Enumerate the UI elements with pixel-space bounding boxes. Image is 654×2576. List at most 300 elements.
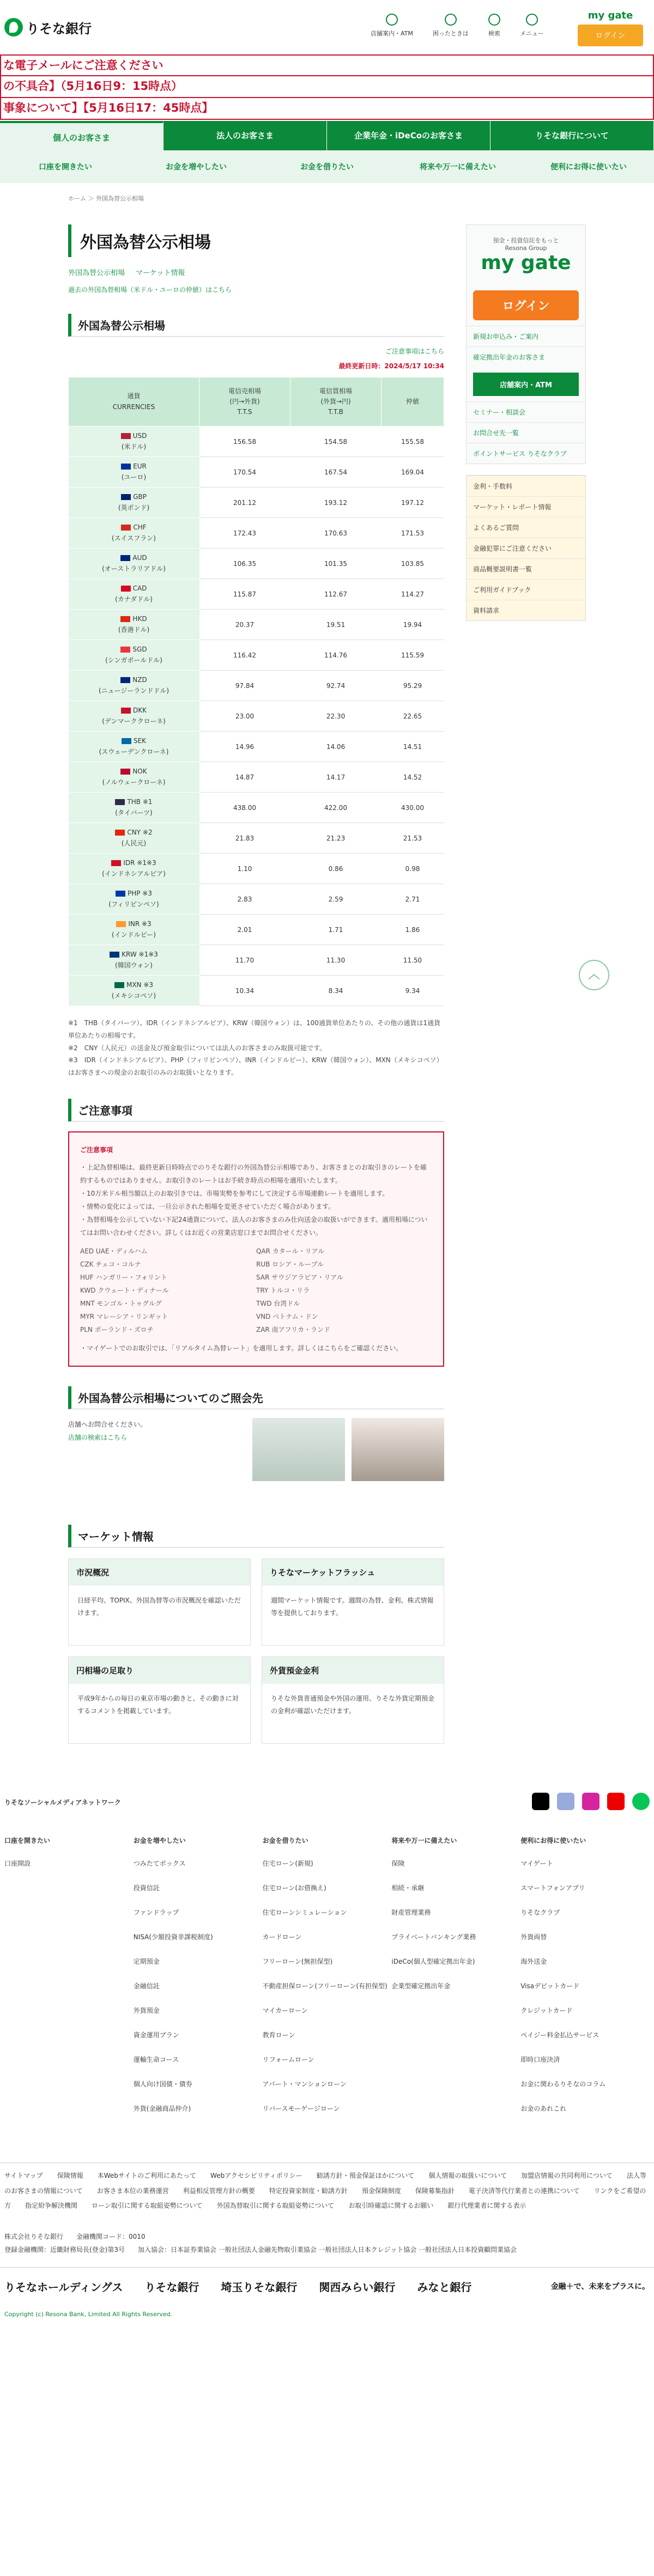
footer-link[interactable]: 保険 [391, 1859, 405, 1867]
side-list [466, 475, 586, 621]
inquiry-text-block [68, 1418, 246, 1444]
rate-row [69, 823, 444, 854]
inquiry-text: 店舗へお問合せください。 [68, 1420, 147, 1428]
header-mid: 仲値 [382, 377, 444, 427]
flag-icon [115, 830, 125, 836]
flag-icon [120, 677, 130, 683]
footer-link[interactable]: ペイジー料金払込サービス [520, 2031, 600, 2039]
rate-row [69, 640, 444, 671]
side-link-resona-club[interactable]: ポイントサービス りそなクラブ [467, 443, 585, 464]
notice-banner-2[interactable]: の不具合】（5月16日9：15時点） [0, 76, 654, 98]
logo-text: りそな銀行 [26, 21, 92, 36]
unlisted-currency: TRY トルコ・リラ [256, 1286, 310, 1294]
caution-link[interactable]: ご注意事項はこちら [385, 348, 444, 355]
footer-column-head[interactable]: 将来や万一に備えたい [391, 1836, 457, 1844]
currency-cell: HKD (香港ドル) [69, 610, 199, 640]
footer-bar-link[interactable]: 特定投資家制度・勧誘方針 [269, 2187, 348, 2195]
header-nav-menu[interactable]: メニュー [520, 14, 544, 38]
mid-cell: 0.98 [382, 854, 444, 884]
footer-columns [0, 1812, 654, 2130]
sidebar [466, 214, 586, 1744]
currency-cell: CNY ※2 (人民元) [69, 823, 199, 854]
footer-link[interactable]: 住宅ローン(お借換え) [262, 1884, 326, 1892]
corp-info [0, 2219, 654, 2267]
mid-cell: 9.34 [382, 976, 444, 1006]
rate-row [69, 610, 444, 640]
header-tts: 電信売相場 (円→外貨) T.T.S [199, 377, 290, 427]
section-title-caution: ご注意事項 [68, 1099, 444, 1122]
currency-cell: IDR ※1※3 (インドネシアルピア) [69, 854, 199, 884]
currency-cell: SEK (スウェーデンクローネ) [69, 732, 199, 762]
unlisted-currency: QAR カタール・リアル [256, 1247, 325, 1255]
mid-cell: 430.00 [382, 793, 444, 823]
mygate-header [578, 10, 643, 46]
flag-icon [121, 464, 131, 470]
tts-cell: 1.10 [199, 854, 290, 884]
side-link-dc-pension[interactable]: 確定拠出年金のお客さま [467, 346, 585, 367]
side-link-product-docs[interactable]: 商品概要説明書一覧 [467, 558, 585, 579]
footer-link[interactable]: 不動産担保ローン(フリーローン(有担保型) [262, 1982, 387, 1990]
footer-bar-link[interactable]: サイトマップ [4, 2171, 43, 2179]
footer-column-head[interactable]: お金を借りたい [262, 1836, 308, 1844]
content-wrap [0, 214, 654, 1744]
flag-icon [121, 433, 131, 439]
footer-link[interactable]: 金融信託 [133, 1982, 160, 1990]
footer-link[interactable]: つみたてボックス [133, 1859, 186, 1867]
subnav-invest[interactable]: お金を増やしたい [166, 163, 227, 172]
flag-icon [120, 616, 130, 622]
footer-column-head[interactable]: お金を増やしたい [133, 1836, 186, 1844]
rate-row [69, 854, 444, 884]
footer-link[interactable]: 外貨(金融商品仲介) [133, 2104, 191, 2112]
footer-column [4, 1837, 134, 2130]
subnav-borrow[interactable]: お金を借りたい [300, 163, 354, 172]
footer-column-head[interactable]: 口座を開きたい [4, 1836, 51, 1844]
unlisted-currency: VND ベトナム・ドン [256, 1312, 318, 1320]
footer-link[interactable]: アパート・マンションローン [262, 2080, 347, 2088]
flag-icon [121, 494, 131, 500]
ttb-cell: 11.30 [290, 945, 382, 976]
footer-bar-link[interactable]: Webアクセシビリティポリシー [210, 2171, 302, 2179]
x-icon[interactable] [532, 1793, 549, 1810]
footer-bar-link[interactable]: 電子決済等代行業者との連携について [468, 2187, 580, 2195]
ttb-cell: 2.59 [290, 884, 382, 915]
footer-link[interactable]: 相続・承継 [391, 1884, 425, 1892]
tts-cell: 10.34 [199, 976, 290, 1006]
footer-link[interactable]: 資金運用プラン [133, 2031, 179, 2039]
tts-cell: 97.84 [199, 671, 290, 701]
ttb-cell: 112.67 [290, 579, 382, 610]
flag-icon [120, 555, 130, 561]
notice-banner-3[interactable]: 事象について】【5月16日17：45時点】 [0, 98, 654, 120]
ttb-cell: 170.63 [290, 518, 382, 549]
caution-item-3: ・情勢の変化によっては、一旦公示された相場を変更させていただく場合があります。 [80, 1202, 335, 1210]
side-branch-atm-button[interactable]: 店舗案内・ATM [473, 373, 579, 396]
map-pin-icon [386, 14, 398, 26]
side-link-fraud[interactable]: 金融犯罪にご注意ください [467, 538, 585, 558]
mygate-logo: my gate [588, 10, 633, 21]
caution-item-4: ・為替相場を公示していない下記24通貨について、法人のお客さまのみ仕向送金の取扱いができます。適用相場についてはお問い合わせください。詳しくはお近くの営業店窓口までお問合せください。 [80, 1215, 428, 1237]
tts-cell: 14.96 [199, 732, 290, 762]
footer-bar-link[interactable]: 外国為替取引に関する取組姿勢について [216, 2202, 335, 2210]
mid-cell: 95.29 [382, 671, 444, 701]
footer-bar-link[interactable]: 法人等のお客さまの情報について [4, 2171, 646, 2195]
group-brands [0, 2267, 654, 2305]
footer-bar-link[interactable]: 本Webサイトのご利用にあたって [97, 2171, 197, 2179]
footer-column [391, 1837, 520, 2130]
rate-row [69, 549, 444, 579]
rate-row [69, 793, 444, 823]
currency-cell: EUR (ユーロ) [69, 457, 199, 488]
mid-cell: 155.58 [382, 427, 444, 457]
section-title-market: マーケット情報 [68, 1525, 444, 1548]
currency-cell: MXN ※3 (メキシコペソ) [69, 976, 199, 1006]
side-link-contact[interactable]: お問合せ先一覧 [467, 422, 585, 443]
brand-resona[interactable]: りそな銀行 [144, 2280, 199, 2294]
fb-icon[interactable] [557, 1793, 574, 1810]
flag-icon [111, 860, 121, 866]
footer-link[interactable]: マイゲート [520, 1859, 553, 1867]
footer-link[interactable]: プライベートバンキング業務 [391, 1933, 476, 1941]
footer-bar-link[interactable]: 指定紛争解決機関 [25, 2202, 78, 2210]
note-3: ※3 IDR（インドネシアルピア）、PHP（フィリピンペソ）、INR（インドルピー）、KRW（韓国ウォン）、MXN（メキシコペソ）はお客さまへの現金のお取引のみのお取扱いとなります。 [68, 1056, 443, 1077]
tts-cell: 2.01 [199, 915, 290, 945]
footer-link[interactable]: 口座開設 [4, 1859, 31, 1867]
currency-cell: NOK (ノルウェークローネ) [69, 762, 199, 793]
section-title-inquiry: 外国為替公示相場についてのご照会先 [68, 1386, 444, 1409]
rate-row [69, 945, 444, 976]
footer-link[interactable]: お金に関わるりそなのコラム [520, 2080, 606, 2088]
footer-link[interactable]: 投資信託 [133, 1884, 160, 1892]
rate-row [69, 915, 444, 945]
unlisted-currency: TWD 台湾ドル [256, 1299, 300, 1307]
social-bar [0, 1793, 654, 1812]
mygate-box [466, 224, 586, 464]
rate-row [69, 884, 444, 915]
currency-cell: SGD (シンガポールドル) [69, 640, 199, 671]
footer-link[interactable]: リバースモーゲージローン [262, 2104, 340, 2112]
footer-link[interactable]: 住宅ローン(新規) [262, 1859, 313, 1867]
brand-kansai[interactable]: 関西みらい銀行 [319, 2280, 396, 2294]
header-nav [371, 14, 544, 38]
unlisted-currency-list [80, 1245, 432, 1336]
card-yen-history[interactable]: 円相場の足取り 平成9年からの毎日の東京市場の動きと、その動きに対するコメントを掲載しています。 [68, 1657, 251, 1744]
footer-bar-link[interactable]: 加盟店情報の共同利用について [521, 2171, 613, 2179]
section-title-rates: 外国為替公示相場 [68, 314, 444, 337]
unlisted-currency: KWD クウェート・ディナール [80, 1286, 169, 1294]
footer-link[interactable]: カードローン [262, 1933, 302, 1941]
menu-icon [526, 14, 538, 26]
side-link-faq[interactable]: よくあるご質問 [467, 517, 585, 538]
branch-photo-1 [252, 1418, 345, 1481]
mygate-caption: 預金・投資信託をもっと Resona Group [493, 237, 559, 252]
mid-cell: 1.86 [382, 915, 444, 945]
flag-icon [116, 921, 126, 927]
footer-bar-link[interactable]: 個人情報の取扱いについて [428, 2171, 507, 2179]
footer-column [263, 1837, 392, 2130]
link-fx-rates[interactable]: 外国為替公示相場 [68, 269, 125, 277]
footer-link[interactable]: リフォームローン [262, 2055, 314, 2063]
breadcrumb[interactable]: ホーム ＞ 外国為替公示相場 [68, 195, 144, 202]
caution-item-2: ・10万米ドル相当額以上のお取引きでは、市場実勢を参考にして決定する市場連動レートを適用します。 [80, 1189, 389, 1197]
footer-link[interactable]: フリーローン(無担保型) [262, 1957, 333, 1965]
footer-bar-link[interactable]: リンクをご希望の方 [4, 2187, 646, 2210]
last-updated: 最終更新日時：2024/5/17 10:34 [338, 362, 444, 370]
ttb-cell: 14.17 [290, 762, 382, 793]
caution-head: ご注意事項 [80, 1146, 113, 1154]
rates-table [68, 377, 444, 1006]
currency-cell: INR ※3 (インドルピー) [69, 915, 199, 945]
tts-cell: 11.70 [199, 945, 290, 976]
footer-bar-link[interactable]: 銀行代理業者に関する表示 [447, 2202, 526, 2210]
footer-column [520, 1837, 650, 2130]
side-link-fees[interactable]: 金利・手数料 [467, 476, 585, 496]
note-1: ※1 THB（タイバーツ）、IDR（インドネシアルピア）、KRW（韓国ウォン）は、100通貨単位あたりの、その他の通貨は1通貨単位あたりの相場です。 [68, 1019, 441, 1039]
header-currency: 通貨 CURRENCIES [69, 377, 199, 427]
tts-cell: 201.12 [199, 488, 290, 518]
instagram-icon[interactable] [582, 1793, 600, 1810]
sidebar-login-button[interactable]: ログイン [473, 290, 579, 320]
rate-row [69, 762, 444, 793]
mid-cell: 19.94 [382, 610, 444, 640]
unlisted-currency: RUB ロシア・ルーブル [256, 1260, 324, 1268]
brand-holdings[interactable]: りそなホールディングス [4, 2280, 123, 2294]
footer-link[interactable]: クレジットカード [520, 2006, 573, 2014]
footer-link[interactable]: 即時口座決済 [520, 2055, 560, 2063]
ttb-cell: 22.30 [290, 701, 382, 732]
ttb-cell: 101.35 [290, 549, 382, 579]
header-ttb: 電信買相場 (外貨→円) T.T.B [290, 377, 382, 427]
corp-registration: 登録金融機関：近畿財務局長(登金)第3号 加入協会：日本証券業協会 一般社団法人金融先物取引業協会 一般社団法人日本クレジット協会 一般社団法人日本投資顧問業協会 [4, 2245, 517, 2254]
rate-row [69, 518, 444, 549]
mid-cell: 14.52 [382, 762, 444, 793]
logo[interactable] [4, 18, 92, 37]
tts-cell: 2.83 [199, 884, 290, 915]
footer-link[interactable]: スマートフォンアプリ [520, 1884, 585, 1892]
footer-link[interactable]: お金のあれこれ [520, 2104, 567, 2112]
caution-item-last[interactable]: ・マイゲートでのお取引では、「リアルタイム為替レート」を適用します。詳しくはこちらをご確認ください。 [80, 1344, 403, 1352]
tab-about[interactable]: りそな銀行について [491, 121, 654, 150]
market-cards [68, 1558, 444, 1744]
footer-link[interactable]: 企業型確定拠出年金 [391, 1982, 451, 1990]
footer-link[interactable]: 教育ローン [262, 2031, 295, 2039]
rate-notes [68, 1017, 444, 1079]
footer-bar-link[interactable]: 預金保険制度 [361, 2187, 401, 2195]
footer-link[interactable]: りそなクラブ [520, 1908, 560, 1916]
note-2: ※2 CNY（人民元）の送金及び預金取引については法人のお客さまのみ取扱可能です。 [68, 1044, 326, 1052]
flag-icon [122, 738, 131, 744]
search-icon [488, 14, 500, 26]
unlisted-currency: CZK チェコ・コルナ [80, 1260, 141, 1268]
card-market-overview[interactable]: 市況概況 日経平均、TOPIX、外国為替等の市況概況を確認いただけます。 [68, 1558, 251, 1646]
flag-icon [114, 982, 124, 988]
card-fx-deposit-rate[interactable]: 外貨預金金利 りそな外貨普通預金や外国の運用、りそな外貨定期預金の金利が確認いただけます。 [262, 1657, 444, 1744]
copyright: Copyright (c) Resona Bank, Limited All Rights Reserved. [4, 2310, 173, 2318]
footer-bar-link[interactable]: 利益相反管理方針の概要 [183, 2187, 255, 2195]
flag-icon [121, 586, 131, 592]
side-link-seminar[interactable]: セミナー・相談会 [467, 401, 585, 422]
flag-icon [110, 952, 119, 958]
footer-link[interactable]: 個人向け国債・債券 [133, 2080, 192, 2088]
caution-item-1: ・上記為替相場は、最終更新日時時点でのりそな銀行の外国為替公示相場であり、お客さまとのお取引きのレートを確約するものではありません。お取引きのレートはお手続き時点の相場を適用いたします。 [80, 1163, 427, 1184]
footer-link[interactable]: 外貨両替 [520, 1933, 547, 1941]
mid-cell: 171.53 [382, 518, 444, 549]
unlisted-currency: AED UAE・ディルハム [80, 1247, 148, 1255]
tts-cell: 115.87 [199, 579, 290, 610]
help-icon [445, 14, 457, 26]
side-link-new-apply[interactable]: 新規お申込み・ご案内 [467, 326, 585, 346]
mid-cell: 2.71 [382, 884, 444, 915]
footer-bar-link[interactable]: 勧誘方針・預金保証ほかについて [316, 2171, 415, 2179]
currency-cell: USD (米ドル) [69, 427, 199, 457]
flag-icon [115, 799, 125, 805]
side-link-guidebook[interactable]: ご利用ガイドブック [467, 579, 585, 600]
footer-column-head[interactable]: 便利にお得に使いたい [520, 1836, 586, 1844]
subnav-open-account[interactable]: 口座を開きたい [39, 163, 92, 172]
rate-row [69, 488, 444, 518]
flag-icon [120, 647, 130, 653]
footer-bar-link[interactable]: 保険情報 [57, 2171, 83, 2179]
unlisted-currency: HUF ハンガリー・フォリント [80, 1273, 167, 1281]
tts-cell: 21.83 [199, 823, 290, 854]
side-link-brochure[interactable]: 資料請求 [467, 600, 585, 620]
ttb-cell: 193.12 [290, 488, 382, 518]
social-icons [524, 1793, 650, 1812]
flag-icon [121, 525, 131, 531]
unlisted-currency: MNT モンゴル・トゥグルグ [80, 1299, 162, 1307]
footer-link[interactable]: 住宅ローンシミュレーション [262, 1908, 347, 1916]
page-title: 外国為替公示相場 [68, 224, 444, 257]
currency-cell: PHP ※3 (フィリピンペソ) [69, 884, 199, 915]
header [0, 0, 654, 54]
inquiry-block [68, 1418, 444, 1481]
footer-link[interactable]: Visaデビットカード [520, 1982, 580, 1990]
footer-bar-link[interactable]: 保険募集指針 [415, 2187, 455, 2195]
flag-icon [120, 769, 130, 775]
resona-logo-icon [4, 18, 23, 36]
card-market-flash[interactable]: りそなマーケットフラッシュ 週間マーケット情報です。週間の為替、金利、株式情報等を提供しております。 [262, 1558, 444, 1646]
rate-row [69, 457, 444, 488]
header-nav-search[interactable]: 検索 [488, 14, 500, 38]
footer-link[interactable]: マイカーローン [262, 2006, 308, 2014]
mid-cell: 103.85 [382, 549, 444, 579]
footer-link[interactable]: 運輸生命コース [133, 2055, 179, 2063]
slogan: 金融＋で、未来をプラスに。 [550, 2282, 650, 2292]
flag-icon [121, 708, 131, 714]
tts-cell: 14.87 [199, 762, 290, 793]
header-nav-atm[interactable]: 店舗案内・ATM [371, 14, 413, 38]
footer-link[interactable]: ファンドラップ [133, 1908, 179, 1916]
footer-link[interactable]: 財産管理業務 [391, 1908, 431, 1916]
ttb-cell: 167.54 [290, 457, 382, 488]
rate-row [69, 427, 444, 457]
mygate-promo [467, 225, 585, 285]
rate-row [69, 701, 444, 732]
sub-nav [0, 150, 654, 183]
currency-cell: AUD (オーストラリアドル) [69, 549, 199, 579]
page-links [68, 267, 444, 277]
footer-bar-link[interactable]: お客さま本位の業務運営 [96, 2187, 169, 2195]
header-nav-help[interactable]: 困ったときは [433, 14, 469, 38]
side-link-market-report[interactable]: マーケット・レポート情報 [467, 496, 585, 517]
corp-name: 株式会社りそな銀行 金融機関コード：0010 [4, 2232, 146, 2240]
tts-cell: 170.54 [199, 457, 290, 488]
tab-pension[interactable]: 企業年金・iDeCoのお客さま [327, 121, 491, 150]
brand-minato[interactable]: みなと銀行 [417, 2280, 472, 2294]
ttb-cell: 154.58 [290, 427, 382, 457]
footer-link[interactable]: 外貨預金 [133, 2006, 160, 2014]
rate-row [69, 671, 444, 701]
tts-cell: 23.00 [199, 701, 290, 732]
youtube-icon[interactable] [607, 1793, 625, 1810]
subnav-prepare[interactable]: 将来や万一に備えたい [420, 163, 496, 172]
footer-column [134, 1837, 263, 2130]
currency-cell: DKK (デンマーククローネ) [69, 701, 199, 732]
caution-box [68, 1131, 444, 1367]
currency-cell: GBP (英ポンド) [69, 488, 199, 518]
mid-cell: 114.27 [382, 579, 444, 610]
branch-photo-2 [352, 1418, 444, 1481]
unlisted-currency: MYR マレーシア・リンギット [80, 1312, 168, 1320]
footer-bar-link[interactable]: お取引時確認に関するお願い [348, 2202, 434, 2210]
link-market-info[interactable]: マーケット情報 [136, 269, 185, 277]
ttb-cell: 0.86 [290, 854, 382, 884]
rate-row [69, 732, 444, 762]
line-icon[interactable] [632, 1793, 650, 1810]
footer-link[interactable]: 定期預金 [133, 1957, 160, 1965]
brand-saitama[interactable]: 埼玉りそな銀行 [221, 2280, 298, 2294]
tts-cell: 20.37 [199, 610, 290, 640]
footer-link[interactable]: 海外送金 [520, 1957, 547, 1965]
footer-links-bar [0, 2163, 654, 2219]
tts-cell: 438.00 [199, 793, 290, 823]
tts-cell: 116.42 [199, 640, 290, 671]
scroll-top-button[interactable] [579, 960, 609, 990]
tts-cell: 156.58 [199, 427, 290, 457]
tab-personal[interactable]: 個人のお客さま [0, 121, 164, 150]
unlisted-currency: ZAR 南アフリカ・ランド [256, 1325, 330, 1333]
ttb-cell: 114.76 [290, 640, 382, 671]
tts-cell: 172.43 [199, 518, 290, 549]
rates-header-row [69, 377, 444, 427]
header-login-button[interactable]: ログイン [578, 25, 643, 46]
link-past-rates[interactable]: 過去の外国為替相場（米ドル・ユーロの仲値）はこちら [68, 286, 232, 294]
notice-banner-1[interactable]: な電子メールにご注意ください [0, 54, 654, 76]
flag-icon [116, 891, 125, 897]
ttb-cell: 14.06 [290, 732, 382, 762]
currency-cell: NZD (ニュージーランドドル) [69, 671, 199, 701]
ttb-cell: 19.51 [290, 610, 382, 640]
mid-cell: 115.59 [382, 640, 444, 671]
mid-cell: 169.04 [382, 457, 444, 488]
currency-cell: CHF (スイスフラン) [69, 518, 199, 549]
ttb-cell: 1.71 [290, 915, 382, 945]
unlisted-currency: PLN ポーランド・ズロチ [80, 1325, 154, 1333]
branch-search-link[interactable]: 店舗の検索はこちら [68, 1433, 128, 1441]
main-content [68, 214, 444, 1744]
subnav-convenient[interactable]: 便利にお得に使いたい [550, 163, 627, 172]
footer-bar-link[interactable]: ローン取引に関する取組姿勢について [92, 2202, 203, 2210]
tts-cell: 106.35 [199, 549, 290, 579]
ttb-cell: 8.34 [290, 976, 382, 1006]
footer-link[interactable]: iDeCo(個人型確定拠出年金) [391, 1957, 475, 1965]
mid-cell: 21.53 [382, 823, 444, 854]
rates-body [69, 427, 444, 1006]
ttb-cell: 21.23 [290, 823, 382, 854]
rate-row [69, 579, 444, 610]
tab-corporate[interactable]: 法人のお客さま [164, 121, 327, 150]
footer-link[interactable]: NISA(少額投資非課税制度) [133, 1933, 213, 1941]
